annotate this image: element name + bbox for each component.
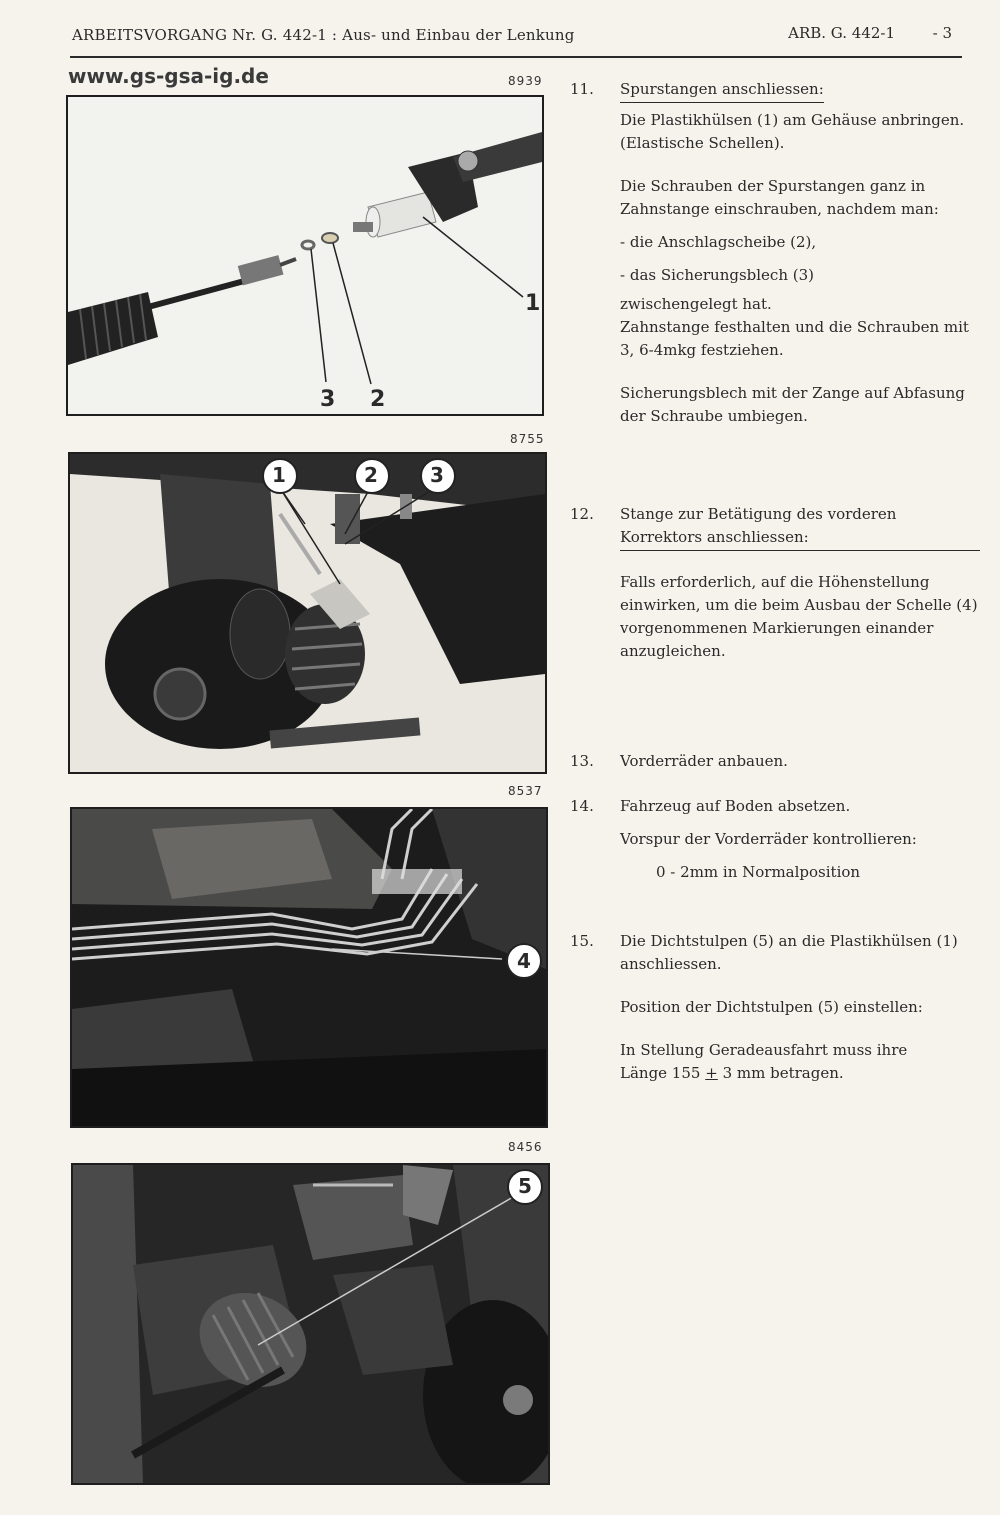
step-number: 11.	[570, 80, 594, 98]
step-text: zwischengelegt hat.	[620, 295, 772, 313]
step-text: Sicherungsblech mit der Zange auf Abfasung der Schraube umbiegen.	[620, 384, 965, 425]
length-tolerance: 3 mm betragen.	[717, 1064, 844, 1082]
callout-3: 3	[430, 463, 444, 487]
step-text: In Stellung Geradeausfahrt muss ihre	[620, 1041, 908, 1059]
callout-3: 3	[320, 387, 336, 412]
step-text: Vorderräder anbauen.	[620, 752, 788, 770]
step-text: Fahrzeug auf Boden absetzen.	[620, 797, 851, 815]
header-ref-number: ARB. G. 442-1	[788, 24, 896, 42]
callout-4: 4	[517, 949, 531, 973]
step-value: 0 - 2mm in Normalposition	[656, 863, 861, 881]
step-text: Falls erforderlich, auf die Höhenstellung einwirken, um die beim Ausbau der Schelle (4) vorgenommenen Markierungen einander anzugleichen.	[620, 573, 978, 660]
callout-2: 2	[364, 463, 378, 487]
step-text: Position der Dichtstulpen (5) einstellen:	[620, 998, 923, 1016]
header-ref	[788, 24, 952, 42]
callout-2: 2	[370, 387, 386, 412]
callout-1: 1	[525, 291, 541, 316]
figure-8755-photo	[68, 452, 547, 774]
step-bullet: - das Sicherungsblech (3)	[620, 266, 815, 284]
step-text: Zahnstange festhalten und die Schrauben mit 3, 6-4mkg festziehen.	[620, 318, 969, 359]
steering-rack-illustration	[68, 97, 542, 414]
figure-number: 8755	[510, 432, 545, 446]
step-number: 12.	[570, 505, 594, 523]
boot-position-photo	[73, 1165, 548, 1483]
step-text	[620, 1062, 980, 1085]
figure-number: 8456	[508, 1140, 543, 1154]
underbody-lines-photo	[72, 809, 546, 1126]
figure-number: 8939	[508, 74, 543, 88]
step-bullet: - die Anschlagscheibe (2),	[620, 233, 817, 251]
plus-minus-sign: +	[705, 1064, 718, 1082]
callout-1: 1	[272, 463, 286, 487]
step-text: Die Schrauben der Spurstangen ganz in Zahnstange einschrauben, nachdem man:	[620, 177, 939, 218]
step-number: 15.	[570, 932, 594, 950]
step-title: Stange zur Betätigung des vorderen Korrektors anschliessen:	[620, 503, 980, 551]
length-label: Länge 155	[620, 1064, 706, 1082]
page-number: - 3	[932, 24, 952, 42]
step-number: 14.	[570, 797, 594, 815]
header-title: ARBEITSVORGANG Nr. G. 442-1 : Aus- und Einbau der Lenkung	[72, 26, 575, 44]
callout-5: 5	[518, 1174, 532, 1198]
page-header	[70, 24, 962, 58]
figure-number: 8537	[508, 784, 543, 798]
step-text: Die Plastikhülsen (1) am Gehäuse anbringen. (Elastische Schellen).	[620, 111, 965, 152]
step-number: 13.	[570, 752, 594, 770]
step-title: Spurstangen anschliessen:	[620, 78, 824, 103]
figure-8939-photo	[66, 95, 544, 416]
figure-8537-photo	[70, 807, 548, 1128]
website-watermark: www.gs-gsa-ig.de	[68, 64, 269, 88]
step-text: Vorspur der Vorderräder kontrollieren:	[620, 830, 917, 848]
figure-8456-photo	[71, 1163, 550, 1485]
front-suspension-photo	[70, 454, 545, 772]
step-text: Die Dichtstulpen (5) an die Plastikhülsen (1) anschliessen.	[620, 932, 958, 973]
